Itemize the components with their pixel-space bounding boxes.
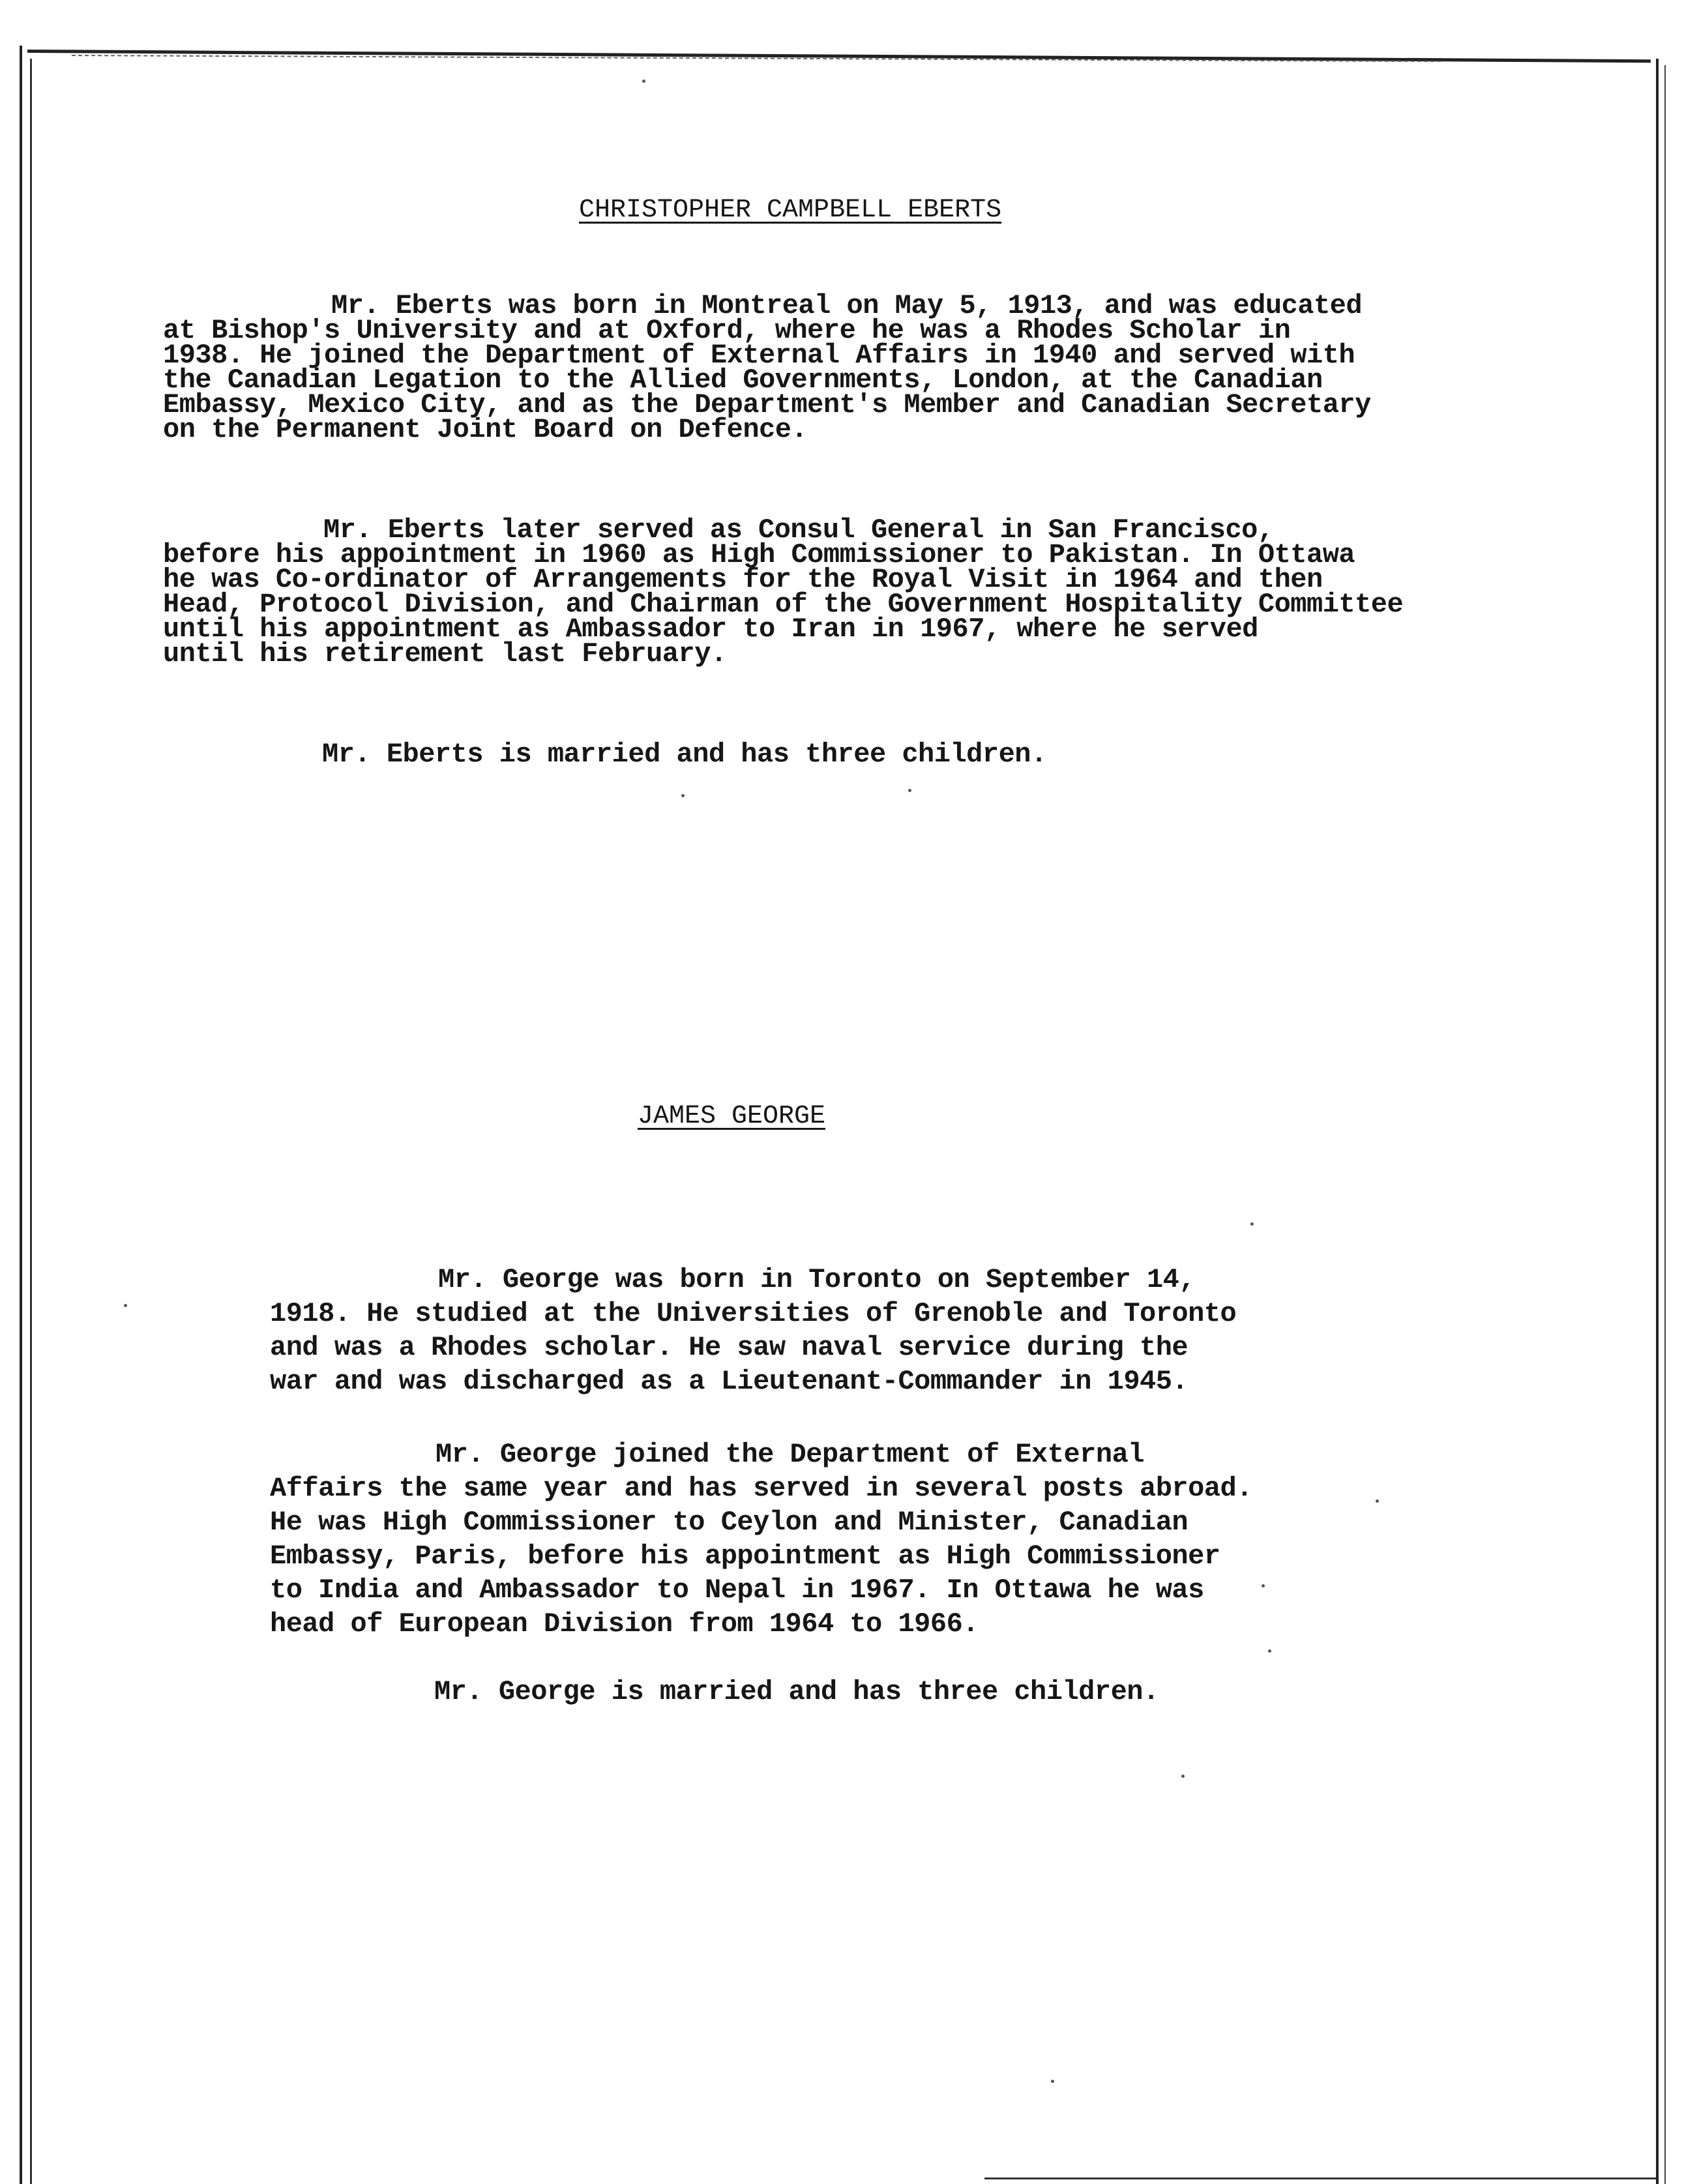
- scan-speck: [1376, 1499, 1379, 1503]
- paragraph-line: until his appointment as Ambassador to Iran in 1967, where he served: [163, 613, 1258, 645]
- page-border-right-inner: [1664, 65, 1666, 2184]
- paragraph-line: before his appointment in 1960 as High Commissioner to Pakistan. In Ottawa: [163, 539, 1355, 570]
- paragraph-line: he was Co-ordinator of Arrangements for the Royal Visit in 1964 and then: [163, 564, 1323, 595]
- page-border-right: [1656, 59, 1659, 2184]
- paragraph-line: to India and Ambassador to Nepal in 1967. In Ottawa he was: [270, 1574, 1204, 1606]
- scan-speck: [1268, 1649, 1271, 1653]
- paragraph-line: 1918. He studied at the Universities of Grenoble and Toronto: [270, 1298, 1237, 1329]
- paragraph-line: the Canadian Legation to the Allied Governments, London, at the Canadian: [163, 364, 1323, 396]
- page-border-bottom: [984, 2177, 1656, 2179]
- paragraph-line: Affairs the same year and has served in several posts abroad.: [270, 1473, 1252, 1504]
- paragraph-line: 1938. He joined the Department of External Affairs in 1940 and served with: [163, 340, 1355, 371]
- scan-speck: [1250, 1222, 1254, 1226]
- section-heading-eberts: CHRISTOPHER CAMPBELL EBERTS: [579, 196, 1002, 225]
- scan-speck: [124, 1304, 127, 1307]
- paragraph-line: Mr. George joined the Department of External: [436, 1439, 1144, 1470]
- page-border-left-inner: [30, 59, 32, 2184]
- paragraph-line: He was High Commissioner to Ceylon and Minister, Canadian: [270, 1507, 1189, 1538]
- page-border-left: [20, 46, 22, 2184]
- paragraph-line: Mr. Eberts later served as Consul General in San Francisco,: [323, 514, 1274, 546]
- paragraph-line: on the Permanent Joint Board on Defence.: [163, 414, 808, 445]
- scan-speck: [1051, 2080, 1054, 2083]
- paragraph-line: Mr. Eberts is married and has three children.: [322, 739, 1047, 770]
- paragraph-line: head of European Division from 1964 to 1966.: [270, 1608, 979, 1640]
- scan-speck: [681, 794, 685, 797]
- paragraph-line: Embassy, Paris, before his appointment as High Commissioner: [270, 1541, 1220, 1572]
- paragraph-line: at Bishop's University and at Oxford, where he was a Rhodes Scholar in: [163, 315, 1291, 346]
- section-heading-george: JAMES GEORGE: [638, 1102, 826, 1131]
- paragraph-line: Mr. George was born in Toronto on September 14,: [438, 1264, 1196, 1295]
- paragraph-line: Head, Protocol Division, and Chairman of the Government Hospitality Committee: [163, 589, 1404, 620]
- scan-speck: [1262, 1584, 1265, 1587]
- paragraph-line: Mr. George is married and has three children.: [434, 1676, 1159, 1707]
- scan-speck: [642, 80, 645, 83]
- paragraph-line: and was a Rhodes scholar. He saw naval service during the: [270, 1332, 1189, 1363]
- paragraph-line: Mr. Eberts was born in Montreal on May 5, 1913, and was educated: [331, 290, 1363, 321]
- scan-speck: [908, 789, 911, 792]
- paragraph-line: Embassy, Mexico City, and as the Department's Member and Canadian Secretary: [163, 389, 1371, 421]
- paragraph-line: until his retirement last February.: [163, 638, 727, 670]
- scan-speck: [1181, 1775, 1185, 1778]
- paragraph-line: war and was discharged as a Lieutenant-Commander in 1945.: [270, 1366, 1189, 1397]
